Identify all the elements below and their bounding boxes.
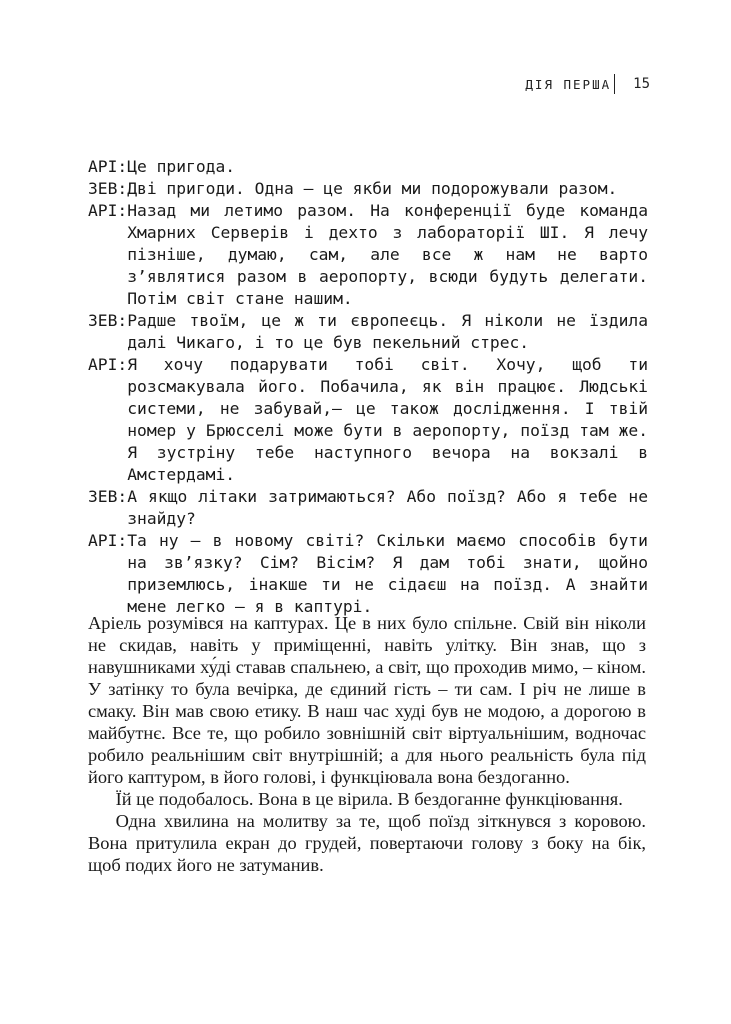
prose-paragraph: Аріель розумівся на каптурах. Це в них було спільне. Свій він ніколи не скидав, навіть у приміщенні, навіть улітку. Він знав, що з навушниками ху́ді ставав спальнею, а світ, що проходив мимо, – кіном. У затінку то була вечірка, де єдиний гість – ти сам. І річ не лише в смаку. Він мав свою етику. В наш час худі був не модою, а дорогою в майбутнє. Все те, що робило зовнішній світ віртуальнішим, водночас робило реальнішим світ внутрішній; а для нього реальність була під його каптуром, в його голові, і функціювала вона бездоганно. [88,613,646,787]
prose-block [88,612,646,876]
speaker-label: ЗЕВ: [88,179,128,198]
speech-text: Дві пригоди. Одна — це якби ми подорожували разом. [127,179,618,198]
running-header [525,74,650,94]
speaker-label: АРІ: [88,201,128,220]
page-number: 15 [633,76,650,92]
dialogue-line [88,530,648,618]
speaker-label: АРІ: [88,157,128,176]
speaker-label: ЗЕВ: [88,311,128,330]
speaker-label: ЗЕВ: [88,487,128,506]
header-divider [614,74,615,94]
speaker-label: АРІ: [88,531,128,550]
speech-text: Радше твоїм, це ж ти європеєць. Я ніколи не їздила далі Чикаго, і то це був пекельний стрес. [127,311,648,352]
speech-text: Я хочу подарувати тобі світ. Хочу, щоб ти розсмакувала його. Побачила, як він працює. Людські системи, не забувай,— це також дослідження. І твій номер у Брюсселі може бути в аеропорту, поїзд там же. Я зустріну тебе наступного вечора на вокзалі в Амстердамі. [127,355,648,484]
dialogue-line [88,486,648,530]
dialogue-line [88,310,648,354]
speech-text: Та ну — в новому світі? Скільки маємо способів бути на зв’язку? Сім? Вісім? Я дам тобі знати, щойно приземлюсь, інакше ти не сідаєш на поїзд. А знайти мене легко — я в каптурі. [127,531,648,616]
speaker-label: АРІ: [88,355,128,374]
dialogue-block [88,156,648,618]
speech-text: Це пригода. [127,157,236,176]
prose-paragraph: Одна хвилина на молитву за те, щоб поїзд зіткнувся з коровою. Вона притулила екран до грудей, повертаючи голову з боку на бік, щоб подих його не затуманив. [88,811,646,875]
speech-text: Назад ми летимо разом. На конференції буде команда Хмарних Серверів і дехто з лабораторії ШІ. Я лечу пізніше, думаю, сам, але все ж нам не варто з’являтися разом в аеропорту, всюди будуть делегати. Потім світ стане нашим. [127,201,648,308]
dialogue-line [88,200,648,310]
dialogue-line [88,156,648,178]
chapter-title: ДІЯ ПЕРША [525,76,612,92]
dialogue-line [88,354,648,486]
dialogue-line [88,178,648,200]
speech-text: А якщо літаки затримаються? Або поїзд? Або я тебе не знайду? [127,487,648,528]
prose-paragraph: Їй це подобалось. Вона в це вірила. В бездоганне функціювання. [115,789,623,809]
